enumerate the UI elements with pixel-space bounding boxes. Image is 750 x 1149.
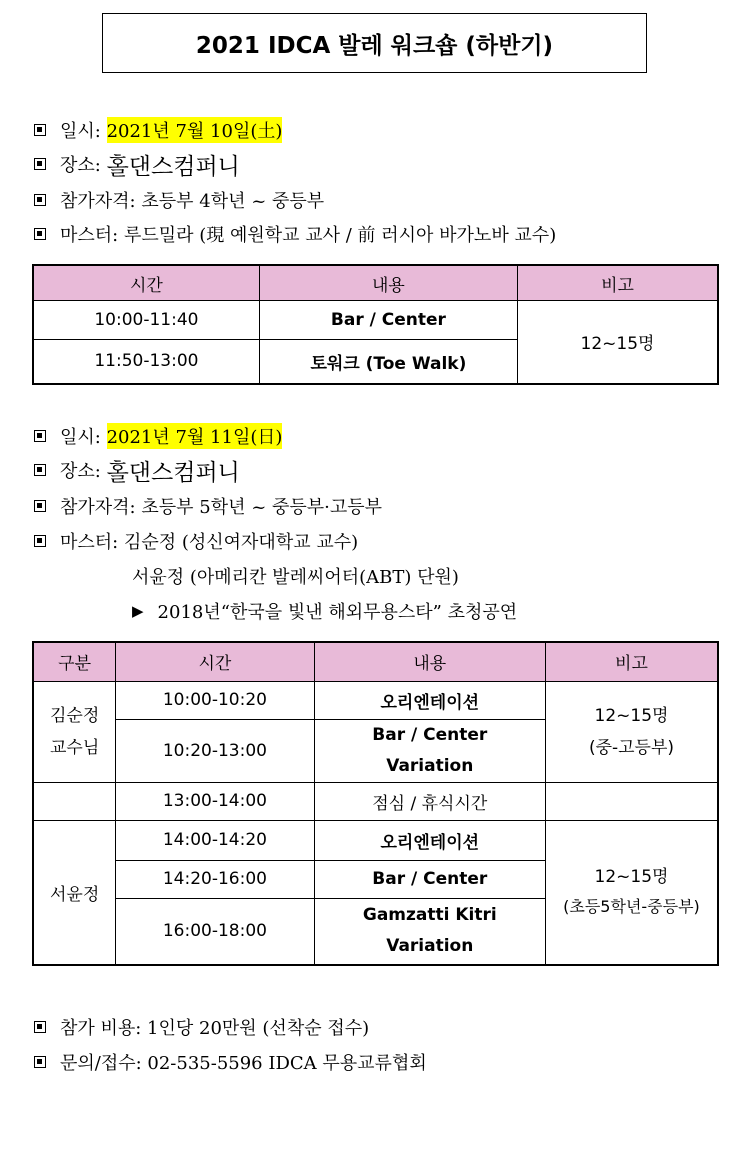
time-cell: 11:50-13:00 [33,340,259,384]
content-line: Variation [386,755,474,776]
contact-line [34,1048,427,1076]
content-cell: 토워크 (Toe Walk) [259,340,517,384]
note-count: 12~15명 [594,705,669,726]
note-count: 12~15명 [594,867,669,888]
square-bullet-icon [34,535,46,547]
empty-cell [545,782,718,820]
qualification-value: 초등부 5학년 ~ 중등부·고등부 [141,497,383,518]
master-value: 김순정 (성신여자대학교 교수) [123,532,359,553]
header-content: 내용 [259,265,517,301]
time-cell: 10:20-13:00 [116,719,314,782]
square-bullet-icon [34,124,46,136]
master-label: 마스터: [60,225,119,246]
square-bullet-icon [34,1056,46,1068]
master-secondary-note [132,597,517,625]
header-group: 구분 [33,642,116,681]
time-cell: 16:00-18:00 [116,898,314,965]
content-cell: Bar / Center [314,860,545,898]
note-cell [545,681,718,782]
date-value: 2021년 7월 10일(土) [107,117,283,143]
empty-cell [33,782,116,820]
master-note-text: 2018년“한국을 빛낸 해외무용스타” 초청공연 [157,602,518,623]
content-line: Variation [386,936,474,957]
page-title: 2021 IDCA 발레 워크숍 (하반기) [102,13,647,73]
content-cell [314,719,545,782]
content-cell: 점심 / 휴식시간 [314,782,545,820]
note-cell [545,820,718,965]
place-line-2 [34,456,240,484]
master-secondary: 서윤정 (아메리칸 발레씨어터(ABT) 단원) [132,567,459,588]
content-line: Bar / Center [372,724,488,745]
time-cell: 10:00-11:40 [33,301,259,340]
square-bullet-icon [34,158,46,170]
date-line-2 [34,422,282,450]
instructor-name: 김순정 [49,705,100,726]
qualification-label: 참가자격: [60,497,136,518]
content-cell: 오리엔테이션 [314,681,545,719]
header-time: 시간 [116,642,314,681]
note-level: (초등5학년-중등부) [563,897,700,917]
place-label: 장소: [60,155,101,176]
header-time: 시간 [33,265,259,301]
time-cell: 14:00-14:20 [116,820,314,860]
date-line-1 [34,116,282,144]
header-note: 비고 [545,642,718,681]
place-value: 홀댄스컴퍼니 [106,459,240,486]
note-cell: 12~15명 [518,301,718,384]
date-label: 일시: [60,427,101,448]
instructor-cell [33,681,116,782]
qualification-line-1 [34,186,324,214]
time-cell: 14:20-16:00 [116,860,314,898]
square-bullet-icon [34,1021,46,1033]
schedule-table-1 [32,264,719,385]
instructor-title: 교수님 [49,737,100,758]
time-cell: 10:00-10:20 [116,681,314,719]
header-content: 내용 [314,642,545,681]
triangle-right-icon: ▶ [132,602,144,620]
square-bullet-icon [34,464,46,476]
fee-text: 참가 비용: 1인당 20만원 (선착순 접수) [60,1018,370,1039]
master-label: 마스터: [60,532,119,553]
content-cell: 오리엔테이션 [314,820,545,860]
content-cell: Bar / Center [259,301,517,340]
note-level: (중-고등부) [588,737,675,758]
schedule-table-2 [32,641,719,966]
fee-line [34,1013,369,1041]
square-bullet-icon [34,194,46,206]
square-bullet-icon [34,228,46,240]
qualification-label: 참가자격: [60,191,136,212]
date-value: 2021년 7월 11일(日) [107,423,283,449]
square-bullet-icon [34,430,46,442]
master-line-2 [34,527,358,555]
time-cell: 13:00-14:00 [116,782,314,820]
header-note: 비고 [518,265,718,301]
content-cell [314,898,545,965]
place-label: 장소: [60,461,101,482]
master-line-1 [34,220,556,248]
qualification-value: 초등부 4학년 ~ 중등부 [141,191,325,212]
contact-text: 문의/접수: 02-535-5596 IDCA 무용교류협회 [60,1053,427,1074]
place-value: 홀댄스컴퍼니 [106,153,240,180]
square-bullet-icon [34,500,46,512]
date-label: 일시: [60,121,101,142]
content-line: Gamzatti Kitri [362,905,497,926]
instructor-cell: 서윤정 [33,820,116,965]
master-value: 루드밀라 (現 예원학교 교사 / 前 러시아 바가노바 교수) [123,225,557,246]
qualification-line-2 [34,492,382,520]
place-line-1 [34,150,240,178]
